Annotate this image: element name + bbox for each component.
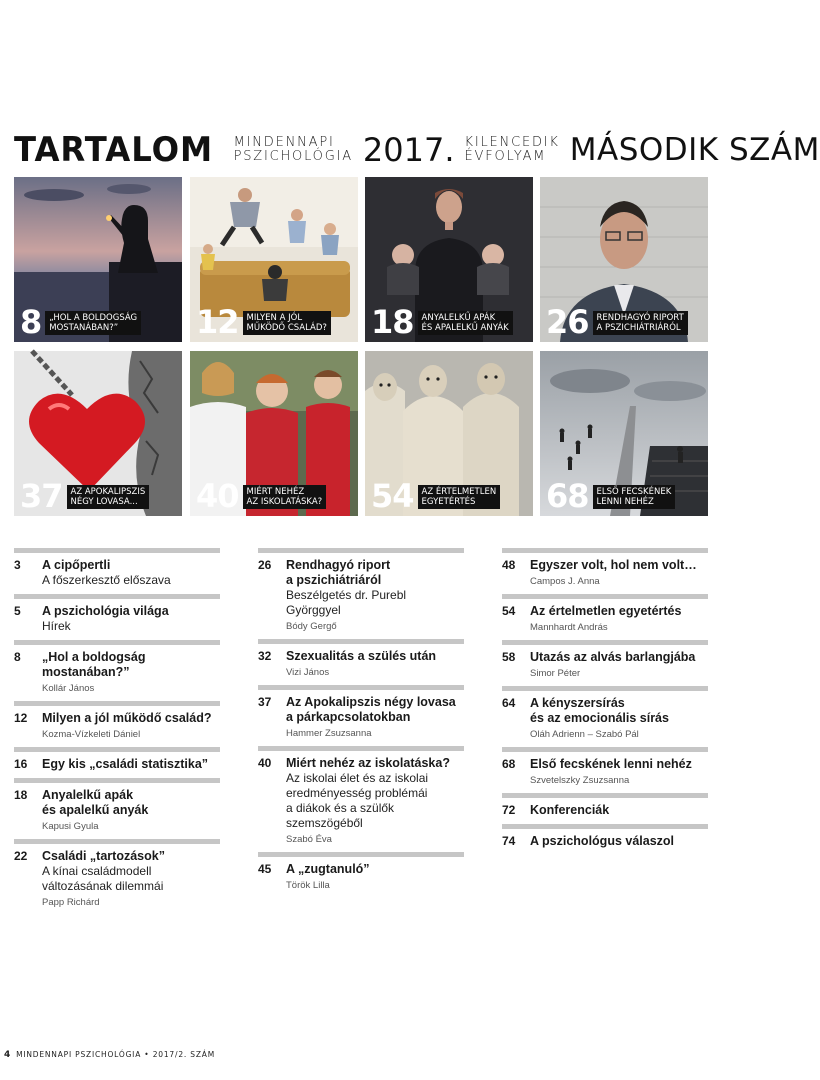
toc-title: Szexualitás a szülés után bbox=[286, 649, 437, 663]
footer-text: MINDENNAPI PSZICHOLÓGIA • 2017/2. SZÁM bbox=[16, 1050, 215, 1059]
page-footer bbox=[4, 1050, 215, 1060]
thumb-label: ANYALELKŰ APÁK ÉS APALELKŰ ANYÁK bbox=[418, 311, 513, 335]
toc-title: „Hol a boldogság mostanában?” bbox=[42, 650, 146, 679]
thumb-runners[interactable] bbox=[540, 351, 708, 516]
toc-title: Miért nehéz az iskolatáska? bbox=[286, 756, 450, 770]
toc-entry[interactable] bbox=[502, 594, 708, 640]
thumb-label: MIÉRT NEHÉZ AZ ISKOLATÁSKA? bbox=[243, 485, 327, 509]
volume-line1: KILENCEDIK bbox=[464, 135, 560, 150]
toc-page: 37 bbox=[258, 695, 272, 709]
thumb-page-number: 68 bbox=[546, 477, 589, 515]
thumb-schoolchildren[interactable] bbox=[190, 351, 358, 516]
toc-author: Oláh Adrienn – Szabó Pál bbox=[530, 729, 639, 740]
toc-entry[interactable] bbox=[258, 746, 464, 852]
thumb-caption bbox=[546, 303, 688, 341]
thumb-caption bbox=[20, 477, 149, 515]
toc-author: Hammer Zsuzsanna bbox=[286, 728, 372, 739]
thumb-page-number: 8 bbox=[20, 303, 42, 341]
thumb-caption bbox=[371, 477, 500, 515]
toc-title: A pszichológus válaszol bbox=[530, 834, 675, 848]
toc-page: 22 bbox=[14, 849, 28, 863]
toc-page: 5 bbox=[14, 604, 21, 618]
toc-title: Egyszer volt, hol nem volt… bbox=[530, 558, 697, 572]
toc-title: Családi „tartozások” bbox=[42, 849, 165, 863]
toc-entry[interactable] bbox=[14, 839, 220, 915]
page-title: TARTALOM bbox=[14, 130, 214, 170]
toc-title: Egy kis „családi statisztika” bbox=[42, 757, 209, 771]
thumb-caption bbox=[196, 303, 331, 341]
thumb-man-portrait[interactable] bbox=[540, 177, 708, 342]
thumb-jumping-family[interactable] bbox=[190, 177, 358, 342]
toc-author: Kollár János bbox=[42, 683, 95, 694]
toc-entry[interactable] bbox=[502, 640, 708, 686]
issue: MÁSODIK SZÁM bbox=[569, 132, 820, 168]
page-header bbox=[14, 128, 820, 172]
toc-entry[interactable] bbox=[14, 778, 220, 839]
thumb-sunset-woman[interactable] bbox=[14, 177, 182, 342]
thumb-label: ELSŐ FECSKÉNEK LENNI NEHÉZ bbox=[593, 485, 676, 509]
thumb-page-number: 26 bbox=[546, 303, 589, 341]
thumb-page-number: 40 bbox=[196, 477, 239, 515]
toc-author: Simor Péter bbox=[530, 668, 581, 679]
toc-title: Konferenciák bbox=[530, 803, 610, 817]
year: 2017. bbox=[362, 131, 455, 169]
toc-author: Kozma-Vízkeleti Dániel bbox=[42, 729, 141, 740]
toc-title: A pszichológia világa bbox=[42, 604, 169, 618]
thumb-label: „HOL A BOLDOGSÁG MOSTANÁBAN?” bbox=[45, 311, 141, 335]
toc-page: 58 bbox=[502, 650, 516, 664]
toc-entry[interactable] bbox=[258, 685, 464, 746]
toc-author: Campos J. Anna bbox=[530, 576, 600, 587]
toc-title: Az Apokalipszis négy lovasa a párkapcsolatokban bbox=[286, 695, 456, 724]
volume bbox=[465, 136, 560, 164]
toc-title: Rendhagyó riport a pszichiátriáról bbox=[286, 558, 391, 587]
toc-author: Bódy Gergő bbox=[286, 621, 337, 632]
toc-subtitle: A kínai családmodell változásának dilemmái bbox=[42, 864, 164, 893]
thumb-page-number: 37 bbox=[20, 477, 63, 515]
toc-author: Papp Richárd bbox=[42, 897, 100, 908]
toc-subtitle: Beszélgetés dr. Purebl Györggyel bbox=[286, 588, 407, 617]
thumb-wrecking-heart[interactable] bbox=[14, 351, 182, 516]
toc-author: Szvetelszky Zsuzsanna bbox=[530, 775, 630, 786]
toc-author: Vizi János bbox=[286, 667, 330, 678]
toc-author: Mannhardt András bbox=[530, 622, 608, 633]
toc-entry[interactable] bbox=[14, 747, 220, 778]
thumb-caption bbox=[371, 303, 513, 341]
magazine-name-line1: MINDENNAPI bbox=[233, 135, 335, 150]
toc-page: 45 bbox=[258, 862, 272, 876]
toc-entry[interactable] bbox=[502, 824, 708, 855]
toc-title: Milyen a jól működő család? bbox=[42, 711, 212, 725]
thumb-page-number: 12 bbox=[196, 303, 239, 341]
toc-subtitle: Hírek bbox=[42, 619, 71, 633]
toc-title: A kényszersírás és az emocionális sírás bbox=[530, 696, 669, 725]
toc-entry[interactable] bbox=[258, 639, 464, 685]
toc-title: A „zugtanuló” bbox=[286, 862, 370, 876]
thumb-label: AZ ÉRTELMETLEN EGYETÉRTÉS bbox=[418, 485, 501, 509]
toc-page: 16 bbox=[14, 757, 28, 771]
toc-entry[interactable] bbox=[14, 548, 220, 594]
thumb-caption bbox=[20, 303, 141, 341]
toc-author: Szabó Éva bbox=[286, 834, 332, 845]
thumb-label: MILYEN A JÓL MŰKÖDŐ CSALÁD? bbox=[243, 311, 331, 335]
thumb-page-number: 54 bbox=[371, 477, 414, 515]
toc-title: Az értelmetlen egyetértés bbox=[530, 604, 682, 618]
toc-title: Első fecskének lenni nehéz bbox=[530, 757, 692, 771]
volume-line2: ÉVFOLYAM bbox=[464, 149, 547, 164]
toc-page: 54 bbox=[502, 604, 516, 618]
toc-entry[interactable] bbox=[14, 640, 220, 701]
magazine-name-line2: PSZICHOLÓGIA bbox=[233, 149, 353, 164]
thumb-caption bbox=[196, 477, 326, 515]
toc-page: 3 bbox=[14, 558, 21, 572]
toc-subtitle: A főszerkesztő előszava bbox=[42, 573, 171, 587]
toc-page: 68 bbox=[502, 757, 516, 771]
toc-subtitle: Az iskolai élet és az iskolai eredményesség problémái a diákok és a szülők szemszögéből bbox=[286, 771, 429, 830]
toc-page: 12 bbox=[14, 711, 28, 725]
toc-page: 72 bbox=[502, 803, 516, 817]
toc-title: A cipőpertli bbox=[42, 558, 111, 572]
toc-title: Utazás az alvás barlangjába bbox=[530, 650, 696, 664]
footer-page-number: 4 bbox=[4, 1050, 12, 1060]
toc-entry[interactable] bbox=[14, 594, 220, 640]
toc-column-1 bbox=[14, 548, 220, 915]
toc-entry[interactable] bbox=[14, 701, 220, 747]
toc-entry[interactable] bbox=[502, 747, 708, 793]
thumb-label: AZ APOKALIPSZIS NÉGY LOVASA... bbox=[67, 485, 150, 509]
toc-column-3 bbox=[502, 548, 708, 855]
toc-page: 32 bbox=[258, 649, 272, 663]
toc-page: 40 bbox=[258, 756, 272, 770]
toc-entry[interactable] bbox=[502, 686, 708, 747]
thumbnail-grid bbox=[14, 177, 708, 517]
thumb-caption bbox=[546, 477, 675, 515]
toc-page: 48 bbox=[502, 558, 516, 572]
toc-page: 8 bbox=[14, 650, 21, 664]
toc-entry[interactable] bbox=[258, 852, 464, 898]
toc-page: 74 bbox=[502, 834, 516, 848]
toc-entry[interactable] bbox=[258, 548, 464, 639]
toc-author: Török Lilla bbox=[286, 880, 330, 891]
toc-column-2 bbox=[258, 548, 464, 898]
toc-page: 26 bbox=[258, 558, 272, 572]
toc-author: Kapusi Gyula bbox=[42, 821, 99, 832]
toc-page: 18 bbox=[14, 788, 28, 802]
thumb-label: RENDHAGYÓ RIPORT A PSZICHIÁTRIÁRÓL bbox=[593, 311, 688, 335]
toc-entry[interactable] bbox=[502, 793, 708, 824]
magazine-name bbox=[234, 136, 353, 164]
toc-title: Anyalelkű apák és apalelkű anyák bbox=[42, 788, 149, 817]
thumb-sheep[interactable] bbox=[365, 351, 533, 516]
thumb-page-number: 18 bbox=[371, 303, 414, 341]
thumb-father-twins[interactable] bbox=[365, 177, 533, 342]
toc-entry[interactable] bbox=[502, 548, 708, 594]
toc-page: 64 bbox=[502, 696, 516, 710]
